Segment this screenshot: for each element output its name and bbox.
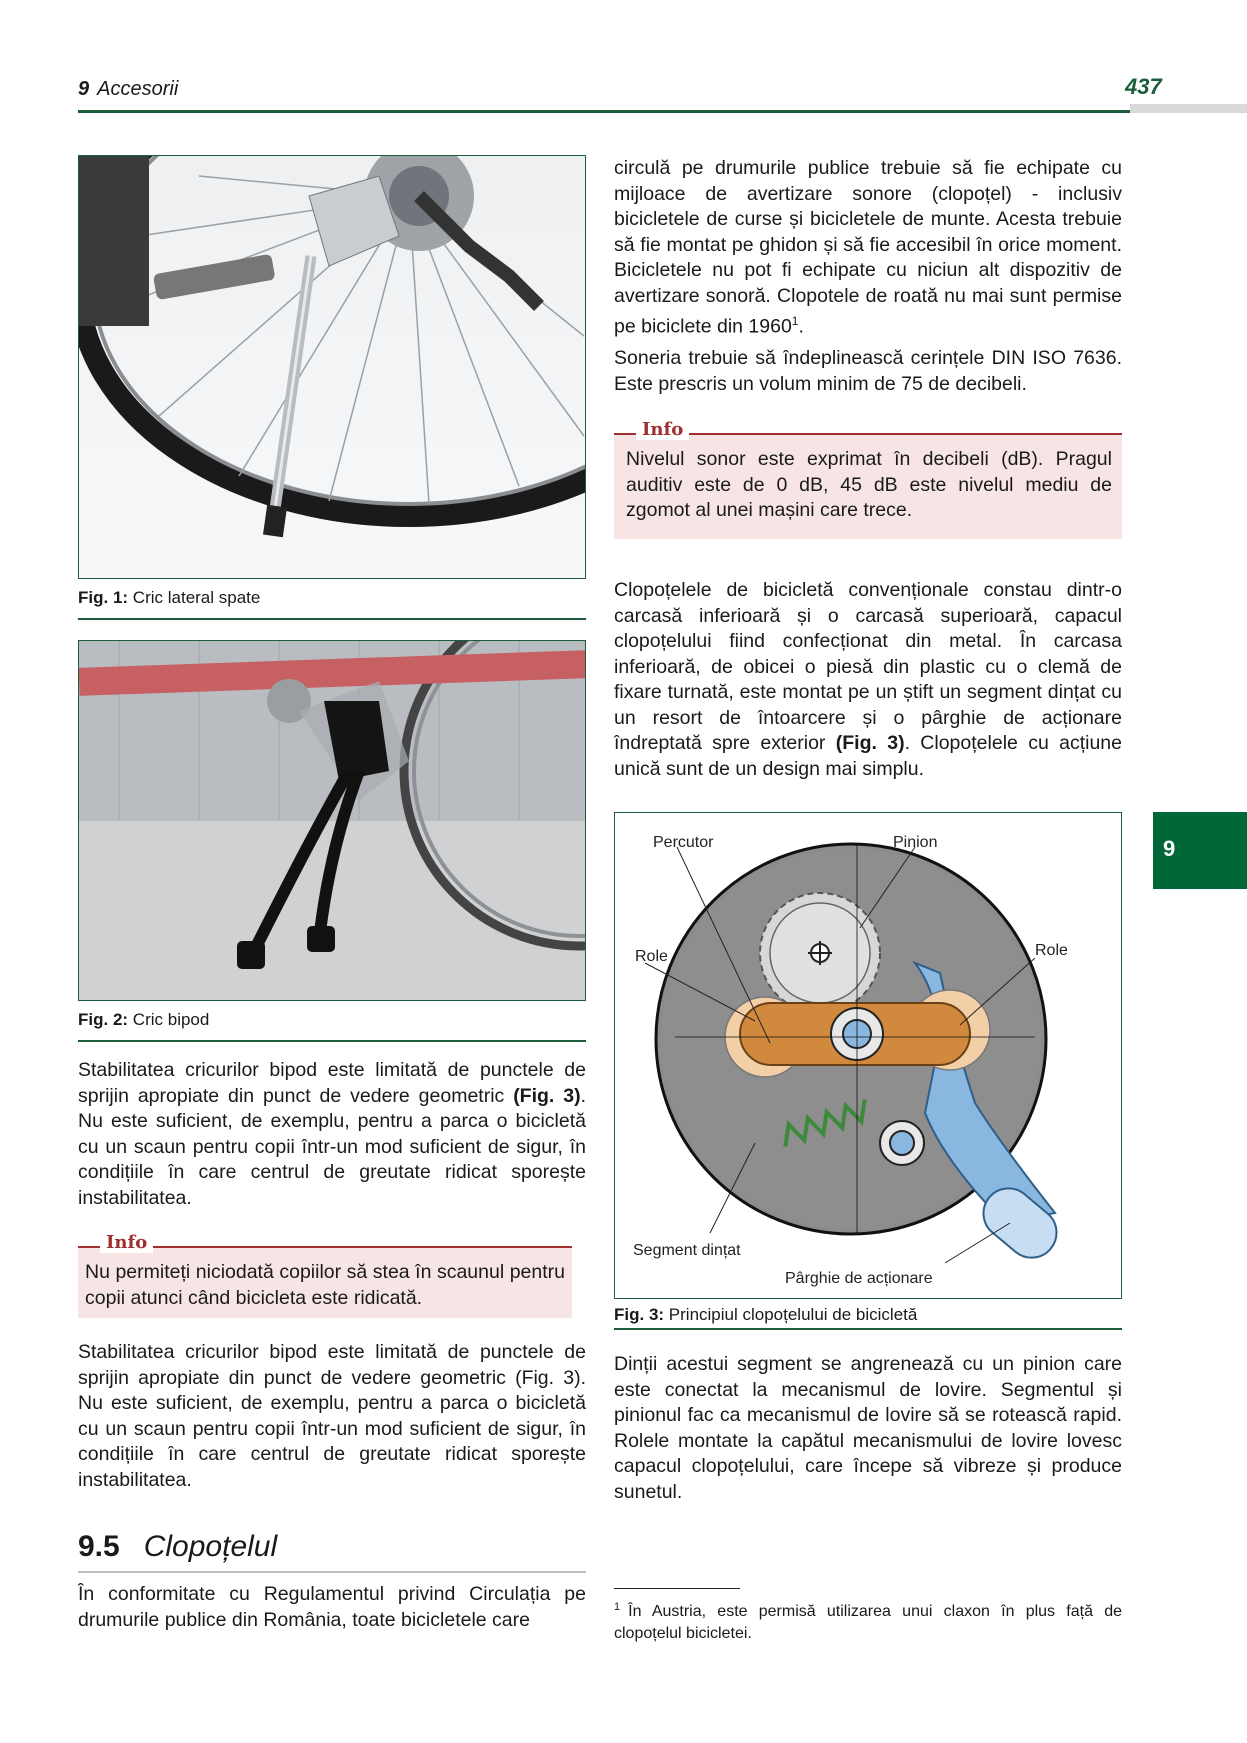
figure-2-caption bbox=[78, 1010, 209, 1030]
footnote-rule bbox=[614, 1588, 740, 1589]
left-paragraph-1-text-b: . Nu este suficient, de exemplu, pentru a parca o bicicletă cu un scaun pentru copii într-un mod suficient de sigur, în condițiile în care centrul de greutate ridicat sporește instabilitatea. bbox=[78, 1084, 586, 1209]
right-paragraph-3-text-a: Clopoțelele de bicicletă convenționale constau dintr-o carcasă inferioară și o carcasă superioară, capacul clopoțelului fiind confecționat din metal. În carcasa inferioară, de obicei o piesă din plastic cu o clemă de fixare turnată, este montat pe un știft un segment dințat cu un resort de întoarcere și o pârghie de acționare îndreptată spre exterior bbox=[614, 579, 1122, 754]
kickstand-bipod-illustration bbox=[79, 641, 586, 1001]
right-paragraph-1-end: . bbox=[798, 315, 804, 338]
chapter-number: 9 bbox=[78, 78, 90, 100]
right-info-rule bbox=[614, 433, 1122, 435]
figure-1-caption bbox=[78, 588, 260, 608]
section-rule bbox=[78, 1571, 586, 1573]
left-info-text: Nu permiteți niciodată copiilor să stea în scaunul pentru copii atunci când bicicleta este ridicată. bbox=[85, 1261, 565, 1309]
footnote-number: 1 bbox=[614, 1601, 621, 1613]
right-info-title: Info bbox=[636, 419, 689, 440]
footnote-ref[interactable]: 1 bbox=[791, 314, 799, 328]
figure-2-label: Fig. 2: bbox=[78, 1010, 129, 1029]
right-paragraph-3-figure-ref: (Fig. 3) bbox=[835, 732, 905, 754]
figure-3-diagram bbox=[614, 812, 1122, 1299]
figure-1-photo bbox=[78, 155, 586, 579]
right-paragraph-1-text: circulă pe drumurile publice trebuie să fie echipate cu mijloace de avertizare sonore (clopoțel) - inclusiv bicicletele de curse și bicicletele de munte. Acesta trebuie să fie montat pe ghidon și să fie accesibil în orice moment. Bicicletele nu pot fi echipate cu niciun alt dispozitiv de avertizare sonoră. Clopotele de roată nu mai sunt permise pe biciclete din 1960 bbox=[614, 157, 1122, 338]
left-paragraph-1 bbox=[78, 1058, 586, 1211]
kickstand-rear-illustration bbox=[79, 156, 586, 579]
figure-3-caption-text: Principiul clopoțelului de bicicletă bbox=[668, 1305, 918, 1324]
figure-1-caption-text: Cric lateral spate bbox=[132, 588, 261, 607]
left-paragraph-3: În conformitate cu Regulamentul privind Circulația pe drumurile publice din România, toate bicicletele care bbox=[78, 1583, 586, 1631]
label-percutor: Percutor bbox=[653, 834, 714, 851]
page-number: 437 bbox=[1125, 74, 1162, 99]
right-paragraph-4: Dinții acestui segment se angrenează cu un pinion care este conectat la mecanismul de lovire. Segmentul și pinionul fac ca mecanismul de lovire să se rotească rapid. Rolele montate la capătul mecanismului de lovire lovesc capacul clopoțelului, care începe să vibreze și produce sunetul. bbox=[614, 1353, 1122, 1503]
chapter-tab[interactable]: 9 bbox=[1153, 812, 1247, 889]
section-title: Clopoțelul bbox=[143, 1530, 278, 1563]
section-heading bbox=[78, 1530, 277, 1564]
figure-2-rule bbox=[78, 1040, 586, 1042]
section-number: 9.5 bbox=[78, 1530, 120, 1563]
right-paragraph-2: Soneria trebuie să îndeplinească cerințele DIN ISO 7636. Este prescris un volum minim de 75 de decibeli. bbox=[614, 347, 1122, 395]
figure-3-label: Fig. 3: bbox=[614, 1305, 665, 1324]
footnote bbox=[614, 1596, 1122, 1645]
left-info-box bbox=[78, 1232, 572, 1318]
figure-1-rule bbox=[78, 618, 586, 620]
figure-1-label: Fig. 1: bbox=[78, 588, 129, 607]
figure-3-rule bbox=[614, 1328, 1122, 1330]
right-paragraph-1 bbox=[614, 156, 1122, 340]
right-info-box bbox=[614, 419, 1122, 539]
label-segment: Segment dințat bbox=[633, 1242, 741, 1259]
label-parghie: Pârghie de acționare bbox=[785, 1270, 933, 1287]
right-paragraph-3 bbox=[614, 578, 1122, 782]
left-info-title: Info bbox=[100, 1232, 153, 1253]
running-header bbox=[78, 78, 178, 101]
left-paragraph-1-text-a: Stabilitatea cricurilor bipod este limitată de punctele de sprijin apropiate din punct de vedere geometric bbox=[78, 1059, 586, 1107]
right-paragraph-3-text-b: . Clopoțelele cu acțiune unică sunt de un design mai simplu. bbox=[614, 732, 1122, 780]
footnote-text: În Austria, este permisă utilizarea unui claxon în plus față de clopoțelul bicicletei. bbox=[614, 1603, 1122, 1643]
header-grey-bar bbox=[1130, 104, 1247, 113]
label-pinion: Pinion bbox=[893, 834, 938, 851]
label-role-left: Role bbox=[635, 948, 668, 965]
left-paragraph-2: Stabilitatea cricurilor bipod este limitată de punctele de sprijin apropiate din punct de vedere geometric (Fig. 3). Nu este suficient, de exemplu, pentru a parca o bicicletă cu un scaun pentru copii într-un mod suficient de sigur, în condițiile în care centrul de greutate ridicat sporește instabilitatea. bbox=[78, 1341, 586, 1491]
header-rule bbox=[78, 110, 1148, 113]
figure-3-caption bbox=[614, 1305, 917, 1325]
left-paragraph-1-figure-ref: (Fig. 3) bbox=[513, 1084, 581, 1107]
figure-2-caption-text: Cric bipod bbox=[132, 1010, 210, 1029]
figure-2-photo bbox=[78, 640, 586, 1001]
bell-mechanism-diagram bbox=[615, 813, 1120, 1297]
label-role-right: Role bbox=[1035, 942, 1068, 959]
chapter-title: Accesorii bbox=[97, 78, 179, 100]
right-info-text: Nivelul sonor este exprimat în decibeli (dB). Pragul auditiv este de 0 dB, 45 dB este nivelul mediu de zgomot al unei mașini care trece. bbox=[626, 448, 1112, 521]
pinion-gear-icon bbox=[760, 893, 880, 1013]
